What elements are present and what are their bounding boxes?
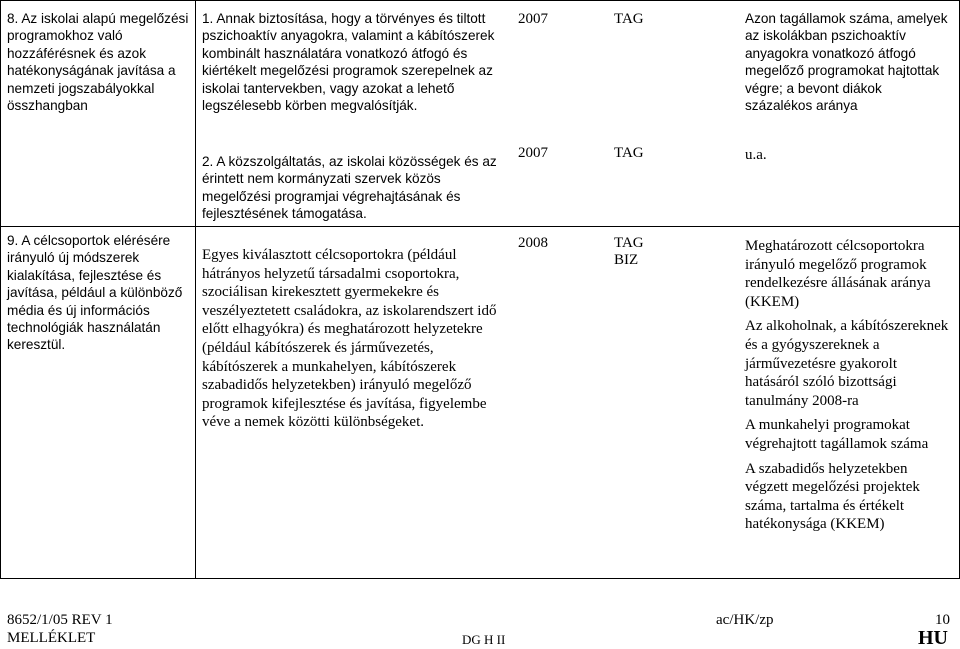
- footer-dg: DG H II: [462, 632, 506, 647]
- table-top-border: [0, 0, 960, 1]
- responsible-9-tag: TAG: [614, 235, 644, 251]
- row-divider: [0, 226, 960, 227]
- footer-doc-number: 8652/1/05 REV 1: [7, 612, 113, 628]
- col-divider-1: [0, 0, 1, 579]
- indicator-9-4: A szabadidős helyzetekben végzett megelőzési projektek száma, tartalma és értékelt hatékonysága (KKEM): [745, 460, 920, 533]
- indicator-9-3: A munkahelyi programokat végrehajtott tagállamok száma: [745, 417, 929, 452]
- objective-8: 8. Az iskolai alapú megelőzési programokhoz való hozzáférésnek és azok hatékonyságának javítása a nemzeti jogszabályokkal összhangban: [7, 11, 189, 114]
- col-divider-2: [195, 0, 196, 579]
- year-9: 2008: [518, 235, 548, 251]
- footer-language: HU: [918, 627, 948, 649]
- year-8-1: 2007: [518, 11, 548, 27]
- footer-ref: ac/HK/zp: [716, 612, 774, 628]
- indicator-9-2: Az alkoholnak, a kábítószereknek és a gyógyszereknek a járművezetésre gyakorolt hatásáról szóló bizottsági tanulmány 2008-ra: [745, 318, 949, 409]
- responsible-8-1: TAG: [614, 11, 644, 27]
- footer-page-number: 10: [935, 612, 950, 628]
- action-8-1: 1. Annak biztosítása, hogy a törvényes és tiltott pszichoaktív anyagokra, valamint a kábítószerek kombinált használatára vonatkozó átfogó és kiértékelt megelőzési programok szerepelnek az iskolai tantervekben, vagy azokat a lehető legszélesebb körben megvalósítják.: [202, 10, 506, 114]
- responsible-8-2: TAG: [614, 145, 644, 161]
- action-9: Egyes kiválasztott célcsoportokra (például hátrányos helyzetű társadalmi csoportokra, szociálisan kirekesztett gyermekekre és veszélyeztetett családokra, az iskolarendszert idő előtt elhagyókra) és meghatározott helyzetekre (például kábítószerek és járművezetés, kábítószerek a munkahelyen, kábítószerek szabadidős helyzetekben) irányuló megelőző programok kifejlesztése és javítása, figyelembe véve a nemek közötti különbségeket.: [202, 246, 512, 432]
- table-bottom-border: [0, 578, 960, 579]
- objective-9: 9. A célcsoportok elérésére irányuló új módszerek kialakítása, fejlesztése és javítása, például a különböző média és új információs technológiák használatán keresztül.: [7, 233, 183, 353]
- indicator-8-1: Azon tagállamok száma, amelyek az iskolákban pszichoaktív anyagokra vonatkozó átfogó megelőző programokat hajtottak végre; a bevont diákok százalékos aránya: [745, 11, 948, 114]
- footer-annex: MELLÉKLET: [7, 630, 96, 646]
- indicator-9-1: Meghatározott célcsoportokra irányuló megelőző programok rendelkezésre állásának aránya (KKEM): [745, 238, 931, 310]
- action-8-2: 2. A közszolgáltatás, az iskolai közösségek és az érintett nem kormányzati szervek közös megelőzési programjai végrehajtásának és fejlesztésének támogatása.: [202, 153, 506, 223]
- indicator-list-9: [745, 237, 950, 540]
- indicator-8-2: u.a.: [745, 147, 767, 163]
- year-8-2: 2007: [518, 145, 548, 161]
- responsible-9-biz: BIZ: [614, 252, 639, 268]
